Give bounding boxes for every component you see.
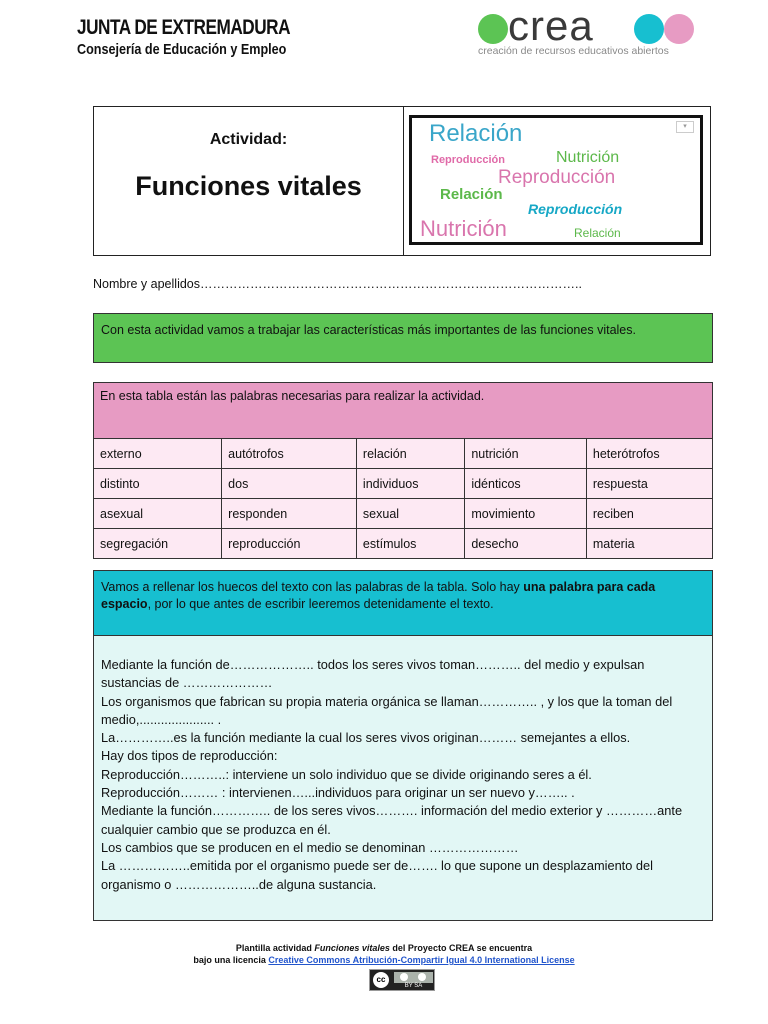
table-cell: responden: [222, 499, 357, 529]
license-footer: [0, 942, 768, 966]
fill-in-paragraph: Los cambios que se producen en el medio se denominan …………………: [101, 839, 519, 855]
table-cell: nutrición: [465, 439, 587, 469]
table-row: [94, 529, 713, 559]
table-cell: asexual: [94, 499, 222, 529]
cloud-word: Relación: [574, 226, 621, 240]
cloud-word: Reproducción: [498, 167, 616, 188]
green-dot-icon: [478, 14, 508, 44]
image-menu-icon: ▾: [676, 121, 694, 133]
cloud-word: Nutrición: [556, 149, 620, 166]
cloud-word: Relación: [440, 186, 503, 203]
word-table: [93, 382, 713, 559]
instructions-text: Vamos a rellenar los huecos del texto con las palabras de la tabla. Solo hay: [101, 580, 524, 594]
name-field-line: Nombre y apellidos………………………………………………………………………………..: [93, 277, 582, 291]
cloud-word: Nutrición: [420, 216, 507, 241]
logo-word: crea: [508, 2, 594, 49]
instructions-emphasis: una palabra para cada espacio: [101, 580, 656, 611]
cc-badge-label: BY SA: [404, 983, 423, 989]
table-cell: relación: [356, 439, 464, 469]
fill-in-paragraph: Los organismos que fabrican su propia materia orgánica se llaman………….. , y los que la toman del medio,..................... .: [101, 693, 673, 727]
table-cell: segregación: [94, 529, 222, 559]
fill-in-paragraph: Reproducción………..: interviene un solo individuo que se divide originando seres a él.: [101, 766, 592, 782]
fill-in-paragraph: La ……………..emitida por el organismo puede ser de……. lo que supone un desplazamiento del organismo o ………………..de alguna sustancia.: [101, 858, 653, 892]
title-divider: [403, 107, 404, 255]
crea-logo: [478, 2, 698, 62]
fill-in-paragraph: Reproducción……… : intervienen…...individuos para originar un ser nuevo y…….. .: [101, 785, 575, 801]
department-name: Consejería de Educación y Empleo: [77, 41, 287, 58]
footer-text-end: del Proyecto CREA se encuentra: [389, 943, 533, 953]
cc-icon: cc: [373, 972, 389, 988]
table-cell: sexual: [356, 499, 464, 529]
fill-in-paragraph: La…………..es la función mediante la cual los seres vivos originan……… semejantes a ellos.: [101, 730, 631, 746]
title-box: [93, 106, 711, 256]
word-table-intro: En esta tabla están las palabras necesarias para realizar la actividad.: [94, 383, 713, 439]
activity-title: Funciones vitales: [135, 171, 362, 201]
table-cell: dos: [222, 469, 357, 499]
table-cell: idénticos: [465, 469, 587, 499]
table-cell: externo: [94, 439, 222, 469]
table-cell: materia: [586, 529, 712, 559]
activity-label: Actividad:: [209, 131, 288, 148]
fill-in-paragraph: Mediante la función de……………….. todos los seres vivos toman……….. del medio y expulsan sustancias de …………………: [101, 657, 645, 691]
institution-name: JUNTA DE EXTREMADURA: [77, 16, 291, 39]
table-cell: autótrofos: [222, 439, 357, 469]
table-cell: estímulos: [356, 529, 464, 559]
table-cell: reproducción: [222, 529, 357, 559]
table-cell: individuos: [356, 469, 464, 499]
table-cell: reciben: [586, 499, 712, 529]
teal-dot-icon: [634, 14, 664, 44]
table-cell: distinto: [94, 469, 222, 499]
institution-header: [77, 16, 337, 58]
share-alike-icon: [418, 973, 426, 981]
cloud-word: Relación: [429, 120, 523, 147]
fill-in-paragraph: Mediante la función………….. de los seres vivos………. información del medio exterior y …………ante cualquier cambio que se produzca en él.: [101, 803, 683, 837]
pink-dot-icon: [664, 14, 694, 44]
footer-text: Plantilla actividad: [235, 943, 315, 953]
fill-in-paragraph: Hay dos tipos de reproducción:: [101, 748, 278, 764]
intro-box: Con esta actividad vamos a trabajar las características más importantes de las funciones vitales.: [93, 313, 713, 363]
table-row: [94, 439, 713, 469]
instructions-box: [93, 570, 713, 636]
word-cloud-image: [409, 115, 703, 245]
instructions-text-end: , por lo que antes de escribir leeremos detenidamente el texto.: [147, 597, 494, 611]
footer-license-prefix: bajo una licencia: [193, 955, 269, 965]
cloud-word: Reproducción: [528, 201, 623, 217]
by-person-icon: [400, 973, 408, 981]
footer-activity-name: Funciones vitales: [314, 943, 390, 953]
logo-tagline: creación de recursos educativos abiertos: [478, 45, 669, 57]
fill-in-text-box: [93, 635, 713, 921]
table-cell: movimiento: [465, 499, 587, 529]
cloud-word: Reproducción: [431, 154, 505, 166]
table-cell: desecho: [465, 529, 587, 559]
table-row: [94, 469, 713, 499]
table-row: [94, 499, 713, 529]
table-cell: respuesta: [586, 469, 712, 499]
license-link[interactable]: Creative Commons Atribución-Compartir Igual 4.0 International License: [268, 955, 575, 965]
cc-by-sa-badge-icon[interactable]: [369, 969, 435, 991]
table-cell: heterótrofos: [586, 439, 712, 469]
